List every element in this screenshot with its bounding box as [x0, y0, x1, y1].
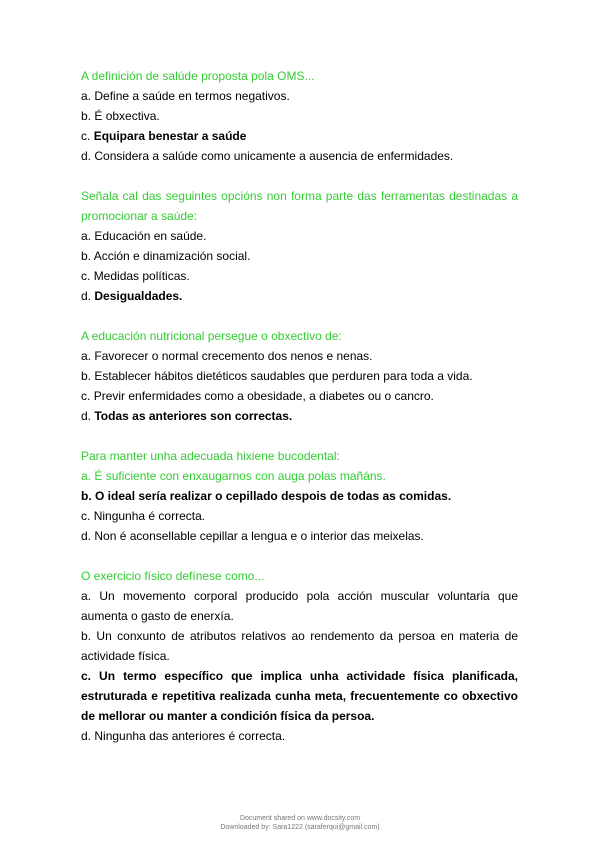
option-prefix: b. [81, 109, 92, 123]
option-prefix: a. [81, 469, 92, 483]
option-text: Previr enfermidades como a obesidade, a diabetes ou o cancro. [93, 389, 434, 403]
option-d [81, 146, 518, 166]
footer-shared-line: Document shared on www.docsity.com [239, 815, 361, 822]
quiz-content [81, 66, 518, 766]
option-prefix: a. [81, 349, 92, 363]
option-text-correct: Desigualdades. [94, 289, 183, 303]
option-b [81, 366, 518, 386]
option-prefix: c. [81, 389, 91, 403]
option-text: Acción e dinamización social. [93, 249, 251, 263]
question-4 [81, 446, 518, 546]
option-prefix: b. [81, 629, 92, 643]
option-text-correct: Equipara benestar a saúde [93, 129, 247, 143]
question-2 [81, 186, 518, 306]
option-prefix: b. [81, 489, 92, 503]
option-prefix: b. [81, 249, 92, 263]
option-text: Ningunha das anteriores é correcta. [94, 729, 286, 743]
option-prefix: d. [81, 729, 92, 743]
question-text: O exercicio físico defínese como... [81, 569, 265, 583]
option-d [81, 406, 518, 426]
question-text: A educación nutricional persegue o obxectivo de: [81, 329, 342, 343]
option-prefix: d. [81, 289, 92, 303]
option-text: Educación en saúde. [94, 229, 207, 243]
option-text: Considera a salúde como unicamente a ausencia de enfermidades. [94, 149, 454, 163]
option-b [81, 106, 518, 126]
option-text: É suficiente con enxaugarnos con auga polas mañáns. [94, 469, 386, 483]
option-text: Define a saúde en termos negativos. [94, 89, 290, 103]
option-text: Medidas políticas. [93, 269, 190, 283]
option-d [81, 526, 518, 546]
option-prefix: a. [81, 229, 92, 243]
option-prefix: c. [81, 269, 91, 283]
option-prefix: c. [81, 669, 92, 683]
option-d [81, 726, 518, 746]
option-text: Ningunha é correcta. [93, 509, 206, 523]
option-text: É obxectiva. [94, 109, 160, 123]
option-prefix: b. [81, 369, 92, 383]
option-c [81, 506, 518, 526]
option-text-correct: Todas as anteriores son correctas. [94, 409, 293, 423]
question-text: Señala cal das seguintes opcións non forma parte das ferramentas destinadas a promocionar a saúde: [81, 189, 518, 223]
option-prefix: a. [81, 589, 92, 603]
option-a [81, 586, 518, 626]
option-a [81, 466, 518, 486]
question-1 [81, 66, 518, 166]
option-prefix: d. [81, 149, 92, 163]
option-a [81, 86, 518, 106]
docsity-footer [0, 814, 600, 832]
question-5 [81, 566, 518, 746]
option-c [81, 126, 518, 146]
question-3 [81, 326, 518, 426]
option-a [81, 226, 518, 246]
option-b [81, 246, 518, 266]
option-c [81, 666, 518, 726]
option-text: Non é aconsellable cepillar a lengua e o interior das meixelas. [94, 529, 424, 543]
option-d [81, 286, 518, 306]
question-text: A definición de salúde proposta pola OMS... [81, 69, 315, 83]
option-text: Un movemento corporal producido pola acción muscular voluntaria que aumenta o gasto de enerxía. [81, 589, 518, 623]
footer-downloaded-line: Downloaded by: Sara1222 (saraferqui@gmail.com) [220, 824, 380, 831]
option-prefix: a. [81, 89, 92, 103]
option-a [81, 346, 518, 366]
option-prefix: d. [81, 409, 92, 423]
option-b [81, 486, 518, 506]
option-text-correct: Un termo específico que implica unha actividade física planificada, estruturada e repetitiva realizada cunha meta, frecuentemente co obxectivo de mellorar ou manter a condición física da persoa. [81, 669, 518, 723]
option-c [81, 266, 518, 286]
option-c [81, 386, 518, 406]
option-b [81, 626, 518, 666]
option-prefix: c. [81, 129, 91, 143]
option-text: Un conxunto de atributos relativos ao rendemento da persoa en materia de actividade física. [81, 629, 518, 663]
option-text: Establecer hábitos dietéticos saudables que perduren para toda a vida. [94, 369, 473, 383]
option-prefix: c. [81, 509, 91, 523]
option-text: Favorecer o normal crecemento dos nenos e nenas. [94, 349, 373, 363]
question-text: Para manter unha adecuada hixiene bucodental: [81, 449, 340, 463]
option-prefix: d. [81, 529, 92, 543]
option-text-correct: O ideal sería realizar o cepillado despois de todas as comidas. [95, 489, 452, 503]
